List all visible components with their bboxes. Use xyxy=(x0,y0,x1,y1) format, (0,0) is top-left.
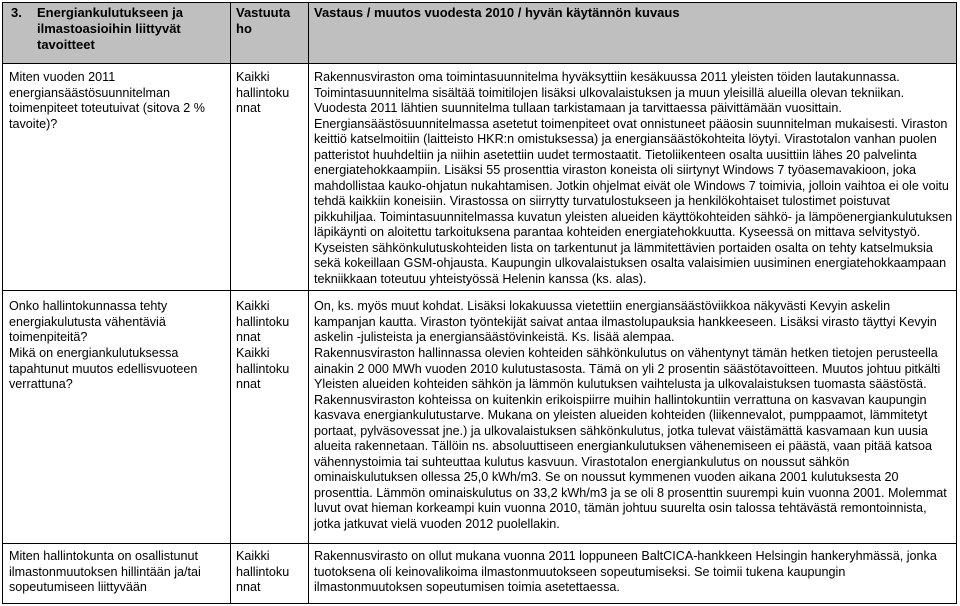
row-1-question: Miten vuoden 2011 energiansäästösuunnitelman toimenpiteet toteutuivat (sitova 2 % tavoite)? xyxy=(9,70,206,131)
report-table xyxy=(2,2,957,604)
column-divider xyxy=(308,3,309,603)
row-4-responsible: Kaikki hallintoku nnat xyxy=(236,549,290,594)
row-divider xyxy=(3,543,956,544)
row-4-answer: Rakennusvirasto on ollut mukana vuonna 2011 loppuneen BaltCICA-hankkeen Helsingin hankeryhmässä, jonka tuotoksena oli keinovalikoima ilmastonmuutokseen sopeutumiseksi. Se toimii tukena kaupungin ilmastonmuutoksen sopeutumisen toimia asetettaessa. xyxy=(314,549,937,594)
column-divider xyxy=(230,3,231,603)
header-answer: Vastaus / muutos vuodesta 2010 / hyvän käytännön kuvaus xyxy=(314,5,680,20)
row-3-question: Mikä on energiankulutuksessa tapahtunut muutos edellisvuoteen verrattuna? xyxy=(9,346,198,391)
row-3-answer: Rakennusviraston hallinnassa olevien kohteiden sähkönkulutus on vähentynyt tämän hetken tietojen perusteella ainakin 2 000 MWh vuoden 2010 kulutustasosta. Tämä on yli 2 prosentin säästötavoitteen. Muutos johtuu pitkälti Yleisten alueiden kohteiden sähkön ja lämmön kulutuksen vaihtelusta ja ulkovalaistuksen tuomasta säästöstä. Rakennusviraston kohteissa on kuitenkin erikoispiirre muihin hallintokuntiin verrattuna on kasvavan kaupungin kasvava energiankulutustarve. Mukana on yleisten alueiden kohteiden (liikennevalot, pumppaamot, lämmitetyt portaat, pylväsovessat jne.) ja ulkovalaistuksen sähkönkulutus, jotka tulevat väistämättä kasvamaan kun uusia alueita rakennetaan. Tällöin ns. absoluuttiseen energiankulutuksen vähenemiseen ei päästä, vaan pitää katsoa vähennystoimia tai suhteuttaa kulutus kasvuun. Virastotalon energiankulutus on noussut sähkön ominaiskulutuksen ollessa 25,0 kWh/m3. Se on noussut kymmenen vuoden aikana 2001 kulutuksesta 20 prosenttia. Lämmön ominaiskulutus on 33,2 kWh/m3 ja se oli 8 prosenttin suurempi kuin vuonna 2001. Molemmat luvut ovat hieman korkeampi kuin vuonna 2010, tämän johtuu suurelta osin talossa tehtävästä remontoinnista, jotka jatkuvat vielä vuoden 2012 puolellakin. xyxy=(314,346,947,531)
row-2-responsible: Kaikki hallintoku nnat xyxy=(236,299,290,344)
row-1-answer: Rakennusviraston oma toimintasuunnitelma hyväksyttiin kesäkuussa 2011 yleisten töiden lautakunnassa. Toimintasuunnitelma sisältää toimitilojen lisäksi ulkovalaistuksen ja muun yleisillä alueilla olevan tekniikan. Vuodesta 2011 lähtien suunnitelma tullaan tarkistamaan ja tarvittaessa päivittämään vuosittain. Energiansäästösuunnitelmassa asetetut toimenpiteet ovat onnistuneet pääosin suunnitelman mukaisesti. Viraston keittiö katselmoitiin (laitteisto HKR:n omistuksessa) ja energiansäästökohteita löytyi. Virastotalon vanhan puolen patteristot huuhdeltiin ja niihin asetettiin uudet termostaatit. Tietoliikenteen osalta uusittiin lähes 20 palvelinta energiatehokkaampiin. Lisäksi 55 prosenttia viraston koneista oli siirtynyt Windows 7 työasemavakioon, joka mahdollistaa kauko-ohjatun nukahtamisen. Jotkin ohjelmat eivät ole Windows 7 toimivia, jolloin vaihtoa ei ole voitu tehdä kaikkiin koneisiin. Virastossa on siirrytty turvatulostukseen ja henkilökohtaiset tulostimet poistuvat pikkuhiljaa. Toimintasuunnitelmassa kuvatun yleisten alueiden käyttökohteiden sähkö- ja lämpöenergiankulutuksen läpikäynti on aloitettu tarkoituksena parantaa kohteiden energiatehokkuutta. Kyseessä on mittava selvitystyö. Kyseisten sähkönkulutuskohteiden lista on tarkentunut ja lämmitettävien portaiden osalta on tehty katselmuksia sekä kokeillaan GSM-ohjausta. Kaupungin ulkovalaistuksen osalta valaisimien uusiminen energiatehokkaampaan tekniikkaan toteutuu yhteistyössä Helenin kanssa (ks. alas). xyxy=(314,70,953,286)
row-2-answer: On, ks. myös muut kohdat. Lisäksi lokakuussa vietettiin energiansäästöviikkoa näkyvästi Kevyin askelin kampanjan kautta. Viraston työntekijät saivat antaa ilmastolupauksia hankkeeseen. Lisäksi virasto täyttyi Kevyin askelin -julisteista ja energiansäästövinkeistä. Ks. lisää alempaa. xyxy=(314,299,937,344)
row-1-responsible: Kaikki hallintoku nnat xyxy=(236,70,290,115)
header-divider xyxy=(3,63,956,64)
header-number: 3. xyxy=(11,5,22,20)
row-divider xyxy=(3,290,956,291)
row-3-responsible: Kaikki hallintoku nnat xyxy=(236,346,290,391)
row-2-question: Onko hallintokunnassa tehty energiakulutusta vähentäviä toimenpiteitä? xyxy=(9,299,168,344)
row-4-question: Miten hallintokunta on osallistunut ilmastonmuutoksen hillintään ja/tai sopeutumiseen liittyvään xyxy=(9,549,201,594)
header-responsible: Vastuuta ho xyxy=(236,5,291,36)
header-goal: Energiankulutukseen ja ilmastoasioihin liittyvät tavoitteet xyxy=(37,5,183,52)
